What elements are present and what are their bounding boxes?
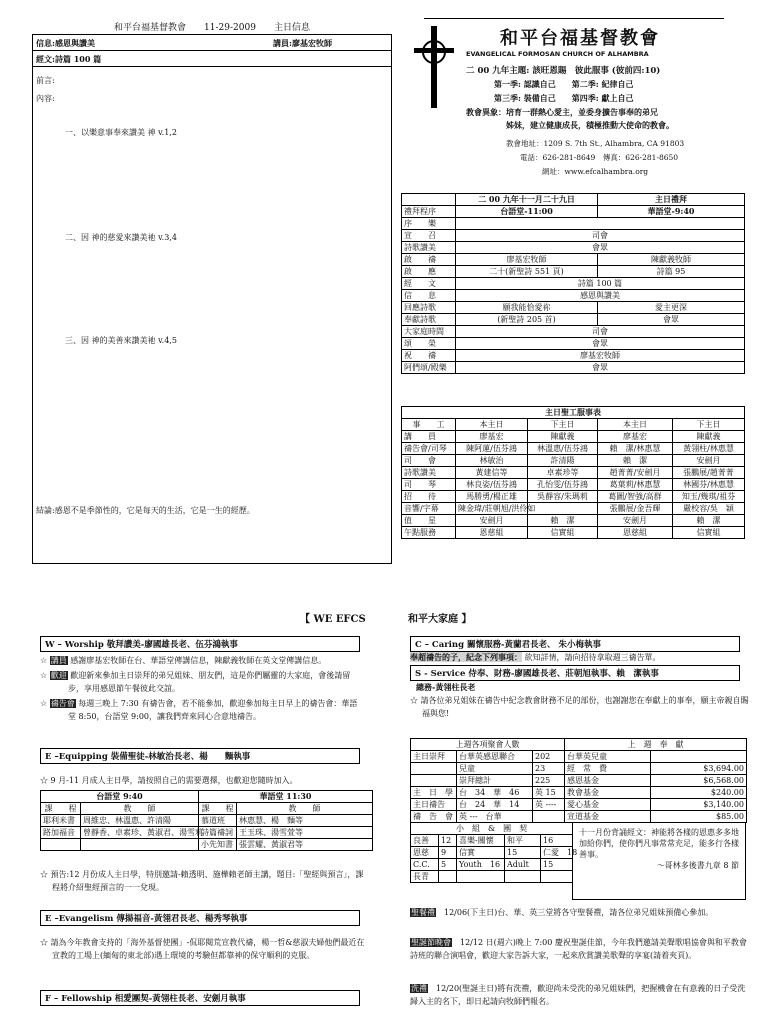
school-column-header: 課 程 bbox=[41, 803, 81, 815]
taiwanese-service-header: 台語堂-11:00 bbox=[456, 206, 598, 218]
school-row bbox=[41, 839, 373, 851]
attendance-cell: 教會基金 bbox=[565, 787, 651, 799]
attendance-cell: 崇拜總計 bbox=[457, 775, 533, 787]
school-cell bbox=[81, 839, 199, 851]
staff-cell: 陳阿蓮/伍芬鴻 bbox=[456, 443, 528, 455]
point-3: 三、因 神的美善來讚美祂 v.4,5 bbox=[65, 336, 177, 345]
program-value: 廖基宏牧師 bbox=[456, 350, 745, 362]
staff-column-header: 下主日 bbox=[673, 419, 745, 431]
attendance-cell: 台華英感恩聯合 bbox=[457, 751, 533, 763]
staff-role: 午點服務 bbox=[402, 527, 456, 539]
staff-column-header: 事 工 bbox=[402, 419, 456, 431]
mandarin-service-header: 華語堂-9:40 bbox=[598, 206, 745, 218]
staff-cell: 廖基宏 bbox=[456, 431, 528, 443]
conclusion: 結論:感恩不是季節性的，它是每天的生活，它是一生的經歷。 bbox=[36, 506, 255, 515]
school-cell: 曾靜香、卓素珍、黃淑君、湯雪莉 bbox=[81, 827, 199, 839]
staff-cell: 孔怡雯/伍芬鴻 bbox=[528, 479, 598, 491]
program-value: 詩篇 100 篇 bbox=[456, 278, 745, 290]
attendance-cell: 202 bbox=[533, 751, 565, 763]
staff-role: 司 會 bbox=[402, 455, 456, 467]
program-item: 序 樂 bbox=[402, 218, 456, 230]
group-cell: C.C. bbox=[411, 859, 439, 871]
staff-row bbox=[402, 431, 745, 443]
attendance-row bbox=[411, 787, 747, 799]
staff-cell: 賴 潔 bbox=[598, 455, 673, 467]
program-item: 宣 召 bbox=[402, 230, 456, 242]
church-website: 網址：www.efcalhambra.org bbox=[542, 167, 649, 176]
program-value bbox=[456, 218, 745, 230]
staff-role: 值 星 bbox=[402, 515, 456, 527]
staff-role: 司 琴 bbox=[402, 479, 456, 491]
staff-schedule-table bbox=[401, 406, 745, 539]
fellowship-section-header: F – Fellowship 相愛團契-黃翎柱長老、安劍月執事 bbox=[40, 990, 360, 1006]
intro-label: 前言: bbox=[36, 76, 55, 85]
attendance-cell: 23 bbox=[533, 763, 565, 775]
staff-role: 講 員 bbox=[402, 431, 456, 443]
vision-line-1: 教會異象：培育一群熱心愛主，並委身擴告事奉的弟兄 bbox=[466, 107, 658, 117]
attendance-cell: 主 日 學 bbox=[411, 787, 457, 799]
attendance-cell: 台華英兒童 bbox=[565, 751, 651, 763]
program-item: 信 息 bbox=[402, 290, 456, 302]
speaker-label: 講員:廖基宏牧師 bbox=[273, 38, 332, 48]
vision-line-2: 姊妹，建立健康成長，積極推動大使命的教會。 bbox=[506, 120, 674, 130]
staff-cell: 葛葉莉/林惠慧 bbox=[598, 479, 673, 491]
attendance-cell: 英 15 bbox=[533, 787, 565, 799]
program-row bbox=[402, 230, 745, 242]
program-item: 阿們頌/殿樂 bbox=[402, 362, 456, 374]
sermon-notes-box bbox=[32, 34, 392, 564]
program-item: 回應詩歌 bbox=[402, 302, 456, 314]
staff-column-header: 本主日 bbox=[598, 419, 673, 431]
service-subheader: 總務-黃翎柱長老 bbox=[416, 682, 476, 692]
staff-role: 禱告會/司琴 bbox=[402, 443, 456, 455]
attendance-row bbox=[411, 775, 747, 787]
school-cell: 張雲耀、黃淑君等 bbox=[237, 839, 373, 851]
program-row bbox=[402, 278, 745, 290]
year-theme: 二 00 九年主題: 該旺恩賜 彼此服事 (彼前四:10) bbox=[466, 66, 661, 76]
school-cell: 路加福音 bbox=[41, 827, 81, 839]
group-row bbox=[411, 835, 573, 847]
staff-cell: 張鵬展/趙菁菁 bbox=[673, 467, 745, 479]
attendance-row bbox=[411, 751, 747, 763]
school-cell: 慕道班 bbox=[199, 815, 237, 827]
school-cell: 周維忠、林溫惠、許清陽 bbox=[81, 815, 199, 827]
attendance-cell: 經 常 費 bbox=[565, 763, 651, 775]
church-address: 教會地址：1209 S. 7th St., Alhambra, CA 91803 bbox=[506, 139, 685, 148]
group-row bbox=[411, 859, 573, 871]
staff-cell: 安劍月 bbox=[673, 455, 745, 467]
staff-cell: 卓素珍等 bbox=[528, 467, 598, 479]
staff-cell: 林敏治 bbox=[456, 455, 528, 467]
service-text: ☆ 請各位弟兄姐妹在禱告中紀念教會財務不足的部份，也謝謝您在奉獻上的事奉，願主帝親自賜福與您! bbox=[410, 696, 749, 718]
staff-cell: 廖基宏 bbox=[598, 431, 673, 443]
staff-row bbox=[402, 515, 745, 527]
worship-date: 二 00 九年十一月二十九日 bbox=[456, 194, 598, 206]
staff-cell: 葛圖/智強/高群 bbox=[598, 491, 673, 503]
attendance-cell: $3,694.00 bbox=[651, 763, 747, 775]
service-section-header: S - Service 侍奉、財務-廖國雄長老、莊朝旭執事、賴 潔執事 bbox=[410, 665, 740, 681]
staff-cell: 趙菁菁/安劍月 bbox=[598, 467, 673, 479]
group-cell bbox=[541, 871, 573, 883]
staff-cell: 陳金瑋/莊朝旭/洪伶如 bbox=[456, 503, 528, 515]
program-value-mandarin: 愛主更深 bbox=[598, 302, 745, 314]
program-item: 啟 禱 bbox=[402, 254, 456, 266]
attendance-cell: $240.00 bbox=[651, 787, 747, 799]
group-cell: 12 bbox=[439, 835, 457, 847]
staff-cell: 吳靜容/朱瑪莉 bbox=[528, 491, 598, 503]
school-cell: 小先知書 bbox=[199, 839, 237, 851]
staff-column-header: 下主日 bbox=[528, 419, 598, 431]
attendance-row bbox=[411, 811, 747, 823]
evangelism-section-header: E –Evangelism 傳揚福音-黃翎君長老、楊秀琴執事 bbox=[40, 910, 360, 926]
attendance-cell: 台 24 華 14 bbox=[457, 799, 533, 811]
group-cell: 9 bbox=[439, 847, 457, 859]
staff-cell: 陳獻義 bbox=[673, 431, 745, 443]
program-item: 奉獻詩歌 bbox=[402, 314, 456, 326]
staff-cell: 安劍月 bbox=[598, 515, 673, 527]
worship-program-table bbox=[401, 193, 745, 374]
attendance-row bbox=[411, 799, 747, 811]
mandarin-school-time: 華語堂 11:30 bbox=[199, 791, 373, 803]
service-label: 主日禮拜 bbox=[598, 194, 745, 206]
program-value-mandarin: 陳獻義牧師 bbox=[598, 254, 745, 266]
memory-verse: 十一月份背誦經文：神能將各樣的恩惠多多地加給你們，使你們凡事常常充足，能多行各樣善事。 bbox=[579, 828, 739, 859]
sunday-school-table bbox=[40, 790, 373, 851]
christmas-announcement: 聖誕節晚會 12/12 日(週六)晚上 7:00 慶祝聖誕佳節，今年我們邀請美聲歌唱協會與和平教會詩班的聯合演唱會，歡迎大家告訴大家，一起來欣賞讚美歌聲的享宴(請着夾頁)。 bbox=[410, 938, 747, 960]
staff-cell: 嚴校容/吳 穎 bbox=[673, 503, 745, 515]
program-row bbox=[402, 350, 745, 362]
attendance-cell: 禱 告 會 bbox=[411, 811, 457, 823]
program-value-taiwanese: 廖基宏牧師 bbox=[456, 254, 598, 266]
attendance-cell: 兒童 bbox=[457, 763, 533, 775]
offering-title: 上 週 奉 獻 bbox=[565, 739, 747, 751]
attendance-cell: $3,140.00 bbox=[651, 799, 747, 811]
program-value-taiwanese: (新聖詩 205 首) bbox=[456, 314, 598, 326]
attendance-cell bbox=[651, 751, 747, 763]
worship-section-header: W – Worship 敬拜讚美-廖國雄長老、伍芬鴻執事 bbox=[40, 636, 360, 652]
sermon-header: 和平台福基督教會 11-29-2009 主日信息 bbox=[114, 23, 310, 33]
group-cell: 恩慈 bbox=[411, 847, 439, 859]
program-item: 經 文 bbox=[402, 278, 456, 290]
memory-verse-reference: ～哥林多後書九章 8 節 bbox=[656, 861, 739, 870]
staff-row bbox=[402, 467, 745, 479]
group-cell: 15 bbox=[505, 847, 541, 859]
church-header bbox=[404, 18, 724, 188]
attendance-cell: 宣道基金 bbox=[565, 811, 651, 823]
point-2: 二、因 神的慈愛來讚美祂 v.3,4 bbox=[65, 233, 177, 242]
staff-cell: 安劍月 bbox=[456, 515, 528, 527]
program-row bbox=[402, 362, 745, 374]
topic-label: 信息:感恩與讚美 bbox=[36, 38, 95, 48]
group-cell: 仁愛 18 bbox=[541, 847, 573, 859]
program-value: 會眾 bbox=[456, 338, 745, 350]
group-row bbox=[411, 871, 573, 883]
staff-row bbox=[402, 479, 745, 491]
staff-cell: 恩慈組 bbox=[456, 527, 528, 539]
staff-cell: 張鵬展/金吾輝 bbox=[598, 503, 673, 515]
quarters-2: 第三季: 裝備自己 第四季: 獻上自己 bbox=[494, 93, 634, 103]
program-value: 會眾 bbox=[456, 362, 745, 374]
school-cell: 詩篇禱詞 bbox=[199, 827, 237, 839]
program-value: 司會 bbox=[456, 230, 745, 242]
worship-item-welcome: ☆ 歡迎 歡迎新來參加主日崇拜的弟兄姐妹、朋友們，這是你們屬靈的大家庭，會後請留步，享用感恩節午餐彼此交誼。 bbox=[40, 671, 351, 693]
program-row bbox=[402, 242, 745, 254]
staff-column-header: 本主日 bbox=[456, 419, 528, 431]
staff-cell: 黃建信等 bbox=[456, 467, 528, 479]
attendance-row bbox=[411, 763, 747, 775]
cross-logo-icon bbox=[414, 26, 454, 108]
church-name-en: EVANGELICAL FORMOSAN CHURCH OF ALHAMBRA bbox=[466, 50, 649, 58]
program-item: 啟 應 bbox=[402, 266, 456, 278]
attendance-title: 上週各項聚會人數 bbox=[411, 739, 565, 751]
equipping-note: ☆ 預告:12 月份成人主日學，特別邀請-賴透明、施樺賴老師主講，題目:「聖經與預言」，課程將介紹聖經預言的一一兌現。 bbox=[40, 870, 364, 892]
program-value: 會眾 bbox=[456, 242, 745, 254]
attendance-cell bbox=[533, 811, 565, 823]
staff-row bbox=[402, 527, 745, 539]
efcs-banner-right: 和平大家庭 】 bbox=[408, 614, 472, 625]
program-row bbox=[402, 254, 745, 266]
school-cell bbox=[41, 839, 81, 851]
group-cell: 良善 bbox=[411, 835, 439, 847]
program-value: 感恩與讚美 bbox=[456, 290, 745, 302]
staff-cell: 知玉/幾琪/祖芬 bbox=[673, 491, 745, 503]
program-row bbox=[402, 314, 745, 326]
staff-cell: 信實組 bbox=[673, 527, 745, 539]
program-item: 頌 榮 bbox=[402, 338, 456, 350]
equipping-intro: ☆ 9 月-11 月成人主日學，請按照自己的需要選擇，也歡迎您隨時加入。 bbox=[40, 776, 298, 785]
attendance-cell: 感恩基金 bbox=[565, 775, 651, 787]
worship-item-prayer: ☆ 禱告會 每週三晚上 7:30 有禱告會，若不能參加，歡迎參加每主日早上的禱告會：華語堂 8:50，台語堂 9:00，讓我們齊來同心合意地禱告。 bbox=[40, 699, 358, 721]
group-cell: 和平 bbox=[505, 835, 541, 847]
worship-item-speaker: ☆ 講員 感謝廖基宏牧師在台、華語堂傳講信息，陳獻義牧師在英文堂傳講信息。 bbox=[40, 656, 327, 665]
staff-cell: 恩慈組 bbox=[598, 527, 673, 539]
staff-cell: 陳獻義 bbox=[528, 431, 598, 443]
school-column-header: 課 程 bbox=[199, 803, 237, 815]
efcs-banner-left: 【 WE EFCS bbox=[300, 614, 366, 625]
program-value-mandarin: 會眾 bbox=[598, 314, 745, 326]
attendance-cell: $6,568.00 bbox=[651, 775, 747, 787]
attendance-cell: 英 ---- bbox=[533, 799, 565, 811]
staff-schedule-title: 主日聖工服事表 bbox=[402, 407, 745, 419]
caring-text: 奉超禱告的子，紀念下列事項： 欲知詳情，請向招待拿取週三禱告單。 bbox=[410, 652, 661, 662]
school-cell: 王玉珠、湯雪萱等 bbox=[237, 827, 373, 839]
program-row bbox=[402, 266, 745, 278]
group-cell: 16 bbox=[541, 835, 573, 847]
staff-cell: 黃翎柱/林惠慧 bbox=[673, 443, 745, 455]
attendance-cell: 愛心基金 bbox=[565, 799, 651, 811]
staff-cell: 林良姿/伍芬鴻 bbox=[456, 479, 528, 491]
staff-role: 音響/字幕 bbox=[402, 503, 456, 515]
attendance-cell bbox=[411, 775, 457, 787]
scripture-label: 經文:詩篇 100 篇 bbox=[36, 54, 102, 64]
attendance-cell: $85.00 bbox=[651, 811, 747, 823]
program-value: 司會 bbox=[456, 326, 745, 338]
staff-row bbox=[402, 503, 745, 515]
memory-verse-box bbox=[572, 822, 746, 900]
staff-cell: 信實組 bbox=[528, 527, 598, 539]
school-cell: 耶利米書 bbox=[41, 815, 81, 827]
small-groups-table bbox=[410, 822, 578, 883]
equipping-section-header: E –Equipping 裝備聖徒-林敏治長老、楊 麵執事 bbox=[40, 748, 360, 764]
group-cell: Youth 16 bbox=[457, 859, 505, 871]
attendance-cell: 英 --- 台華 bbox=[457, 811, 533, 823]
program-value-taiwanese: 願我能恰愛祢 bbox=[456, 302, 598, 314]
worship-items bbox=[40, 654, 362, 723]
small-groups-title: 小 組 & 團 契 bbox=[411, 823, 573, 835]
group-cell: Adult bbox=[505, 859, 541, 871]
church-phone: 電話：626-281-8649 傳真：626-281-8650 bbox=[520, 153, 679, 162]
school-row bbox=[41, 815, 373, 827]
staff-role: 詩歌讚美 bbox=[402, 467, 456, 479]
attendance-cell: 225 bbox=[533, 775, 565, 787]
staff-cell: 馬勝勇/楊正雄 bbox=[456, 491, 528, 503]
communion-announcement: 聖餐禮 12/06(下主日)台、華、英三堂將各守聖餐禮，請各位弟兄姐妹預備心參加。 bbox=[411, 908, 714, 917]
program-row bbox=[402, 326, 745, 338]
attendance-cell: 主日崇拜 bbox=[411, 751, 457, 763]
attendance-cell: 台 34 華 46 bbox=[457, 787, 533, 799]
program-item: 詩歌讚美 bbox=[402, 242, 456, 254]
group-cell: 喜樂-關懷 bbox=[457, 835, 505, 847]
program-item: 大家庭時間 bbox=[402, 326, 456, 338]
staff-cell: 林國芬/林惠慧 bbox=[673, 479, 745, 491]
taiwanese-school-time: 台語堂 9:40 bbox=[41, 791, 199, 803]
program-row bbox=[402, 290, 745, 302]
staff-cell bbox=[528, 503, 598, 515]
school-column-header: 教 師 bbox=[81, 803, 199, 815]
staff-cell: 賴 潔 bbox=[673, 515, 745, 527]
program-value-mandarin: 詩篇 95 bbox=[598, 266, 745, 278]
program-item: 祝 禱 bbox=[402, 350, 456, 362]
staff-cell: 許清陽 bbox=[528, 455, 598, 467]
group-cell bbox=[439, 871, 457, 883]
program-row bbox=[402, 218, 745, 230]
staff-row bbox=[402, 443, 745, 455]
quarters-1: 第一季: 認識自己 第二季: 紀律自己 bbox=[494, 79, 634, 89]
baptism-announcement: 洗禮 12/20(聖誕主日)將有洗禮，歡迎尚未受洗的弟兄姐妹們，把握機會在有意義的日子受洗歸入主的名下，即日起請向牧師們報名。 bbox=[410, 984, 746, 1006]
attendance-offering-table bbox=[410, 738, 747, 823]
attendance-cell: 主日禱告 bbox=[411, 799, 457, 811]
program-column-header: 禮拜程序 bbox=[402, 206, 456, 218]
staff-role: 招 待 bbox=[402, 491, 456, 503]
group-cell: 長青 bbox=[411, 871, 439, 883]
group-row bbox=[411, 847, 573, 859]
staff-row bbox=[402, 455, 745, 467]
group-cell: 信實 bbox=[457, 847, 505, 859]
group-cell: 15 bbox=[541, 859, 573, 871]
content-label: 內容: bbox=[36, 94, 55, 103]
staff-cell: 賴 潔 bbox=[528, 515, 598, 527]
program-row bbox=[402, 338, 745, 350]
group-cell: 5 bbox=[439, 859, 457, 871]
evangelism-text: ☆ 請為今年教會支持的「海外基督使團」-侃耶閱荒宣教代禱，楊一哲&慈淑夫婦他們最近在宣教的工場上(緬甸的東北部)遇上環境的考驗但都靠神的保守順利的克服。 bbox=[40, 938, 365, 960]
staff-cell: 賴 潔/林惠慧 bbox=[598, 443, 673, 455]
blank-cell bbox=[402, 194, 456, 206]
group-cell bbox=[457, 871, 505, 883]
point-1: 一、以樂意事奉來讚美 神 v.1,2 bbox=[65, 128, 177, 137]
school-cell: 林惠慧、楊 麵等 bbox=[237, 815, 373, 827]
school-column-header: 教 師 bbox=[237, 803, 373, 815]
staff-cell: 林溫惠/伍芬鴻 bbox=[528, 443, 598, 455]
program-row bbox=[402, 302, 745, 314]
staff-row bbox=[402, 491, 745, 503]
program-value-taiwanese: 二十(新聖詩 551 頁) bbox=[456, 266, 598, 278]
group-cell bbox=[505, 871, 541, 883]
attendance-cell bbox=[411, 763, 457, 775]
caring-section-header: C – Caring 關懷服務-黃蘭君長老、 朱小梅執事 bbox=[410, 636, 740, 652]
school-row bbox=[41, 827, 373, 839]
church-name-zh: 和平台福基督教會 bbox=[500, 28, 660, 49]
